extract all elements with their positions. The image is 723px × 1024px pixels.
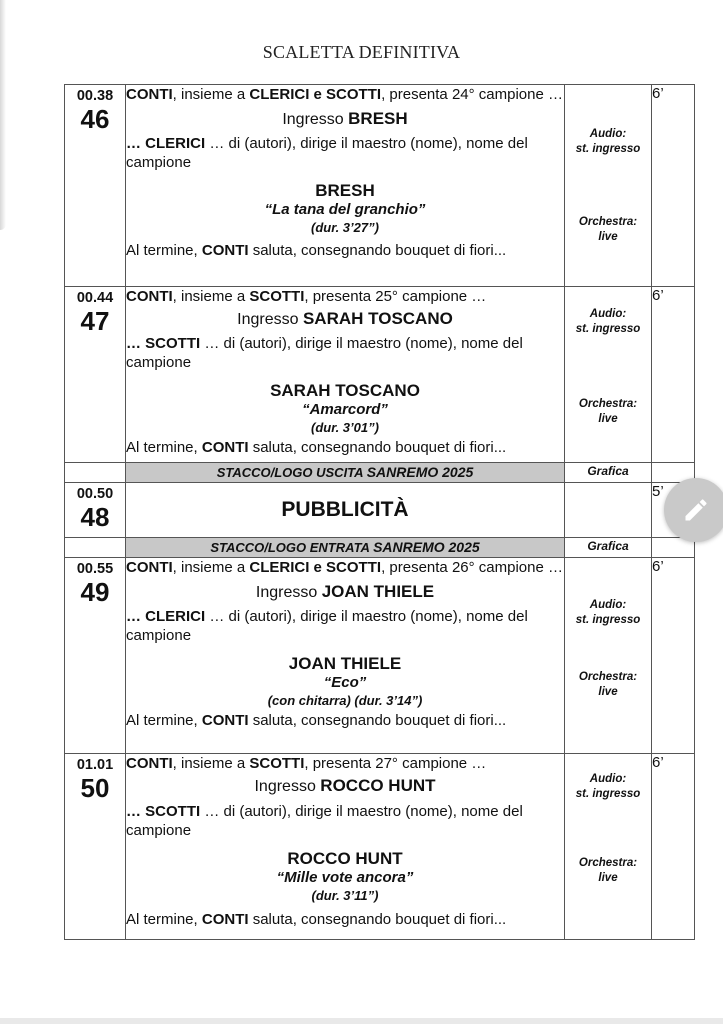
page-edge-shadow — [0, 0, 6, 230]
segment-content — [126, 85, 565, 287]
song-title: “Eco” — [323, 673, 367, 691]
time-cell — [65, 483, 126, 538]
tech-cell — [565, 558, 652, 754]
intro-line: CONTI, insieme a SCOTTI, presenta 27° campione … — [126, 755, 487, 772]
song-duration: (dur. 3’11”) — [311, 887, 379, 903]
segment-number: 46 — [80, 104, 110, 134]
stacco-row — [65, 463, 695, 483]
grafica-note: Grafica — [565, 538, 652, 558]
dirige-line: … SCOTTI … di (autori), dirige il maestro (nome), nome del campione — [126, 802, 523, 839]
time-label: 00.50 — [76, 486, 114, 502]
intro-line: CONTI, insieme a CLERICI e SCOTTI, presenta 26° campione … — [126, 559, 563, 576]
stacco-row — [65, 538, 695, 558]
segment-number: 47 — [80, 306, 110, 336]
pencil-icon — [682, 496, 710, 524]
orchestra-note: Orchestra: live — [578, 857, 638, 884]
schedule-row — [65, 85, 695, 287]
time-label: 00.38 — [76, 88, 114, 104]
ingresso-line: Ingresso SARAH TOSCANO — [237, 308, 453, 328]
orchestra-note: Orchestra: live — [578, 398, 638, 425]
document-title: SCALETTA DEFINITIVA — [262, 42, 461, 62]
segment-content — [126, 558, 565, 754]
pubblicita-row — [65, 483, 695, 538]
song-duration: (dur. 3’27”) — [311, 219, 379, 235]
outro-line: Al termine, CONTI saluta, consegnando bouquet di fiori... — [126, 711, 507, 729]
segment-content — [126, 754, 565, 940]
orchestra-note: Orchestra: live — [578, 216, 638, 243]
audio-note: Audio: st. ingresso — [575, 128, 641, 155]
duration-cell: 5’ — [652, 483, 695, 538]
duration-cell: 6’ — [652, 287, 695, 463]
ingresso-line: Ingresso JOAN THIELE — [255, 581, 435, 601]
intro-line: CONTI, insieme a CLERICI e SCOTTI, presenta 24° campione … — [126, 86, 563, 103]
tech-cell — [565, 287, 652, 463]
ingresso-line: Ingresso ROCCO HUNT — [254, 775, 436, 795]
tech-cell — [565, 754, 652, 940]
artist-name: SARAH TOSCANO — [270, 380, 420, 400]
grafica-note: Grafica — [565, 463, 652, 483]
dirige-line: … CLERICI … di (autori), dirige il maestro (nome), nome del campione — [126, 607, 528, 644]
outro-line: Al termine, CONTI saluta, consegnando bouquet di fiori... — [126, 241, 507, 259]
artist-name: ROCCO HUNT — [287, 848, 403, 868]
stacco-uscita-label: STACCO/LOGO USCITA SANREMO 2025 — [126, 463, 565, 483]
artist-name: JOAN THIELE — [288, 653, 402, 673]
schedule-table — [64, 84, 695, 940]
bottom-bar — [0, 1018, 723, 1024]
intro-line: CONTI, insieme a SCOTTI, presenta 25° campione … — [126, 288, 487, 305]
audio-note: Audio: st. ingresso — [575, 773, 641, 800]
duration-cell: 6’ — [652, 754, 695, 940]
pubblicita-label: PUBBLICITÀ — [126, 483, 565, 538]
tech-cell — [565, 85, 652, 287]
schedule-row — [65, 754, 695, 940]
dirige-line: … SCOTTI … di (autori), dirige il maestro (nome), nome del campione — [126, 334, 523, 371]
segment-content — [126, 287, 565, 463]
stacco-entrata-label: STACCO/LOGO ENTRATA SANREMO 2025 — [126, 538, 565, 558]
schedule-row — [65, 558, 695, 754]
time-label: 00.44 — [76, 290, 114, 306]
song-title: “Mille vote ancora” — [276, 868, 414, 886]
orchestra-note: Orchestra: live — [578, 671, 638, 698]
segment-number: 48 — [80, 502, 110, 532]
audio-note: Audio: st. ingresso — [575, 599, 641, 626]
schedule-row — [65, 287, 695, 463]
song-title: “La tana del granchio” — [264, 200, 426, 218]
audio-note: Audio: st. ingresso — [575, 308, 641, 335]
artist-name: BRESH — [315, 180, 375, 200]
time-cell — [65, 85, 126, 287]
time-cell — [65, 754, 126, 940]
edit-button[interactable] — [664, 478, 723, 542]
song-duration: (dur. 3’01”) — [311, 419, 379, 435]
song-title: “Amarcord” — [302, 400, 388, 418]
time-label: 00.55 — [76, 561, 114, 577]
segment-number: 50 — [80, 773, 110, 803]
time-label: 01.01 — [76, 757, 114, 773]
ingresso-line: Ingresso BRESH — [282, 108, 408, 128]
segment-number: 49 — [80, 577, 110, 607]
song-duration: (con chitarra) (dur. 3’14”) — [267, 692, 423, 708]
outro-line: Al termine, CONTI saluta, consegnando bouquet di fiori... — [126, 438, 507, 456]
time-cell — [65, 558, 126, 754]
duration-cell: 6’ — [652, 558, 695, 754]
dirige-line: … CLERICI … di (autori), dirige il maestro (nome), nome del campione — [126, 134, 528, 171]
outro-line: Al termine, CONTI saluta, consegnando bouquet di fiori... — [126, 910, 507, 928]
duration-cell: 6’ — [652, 85, 695, 287]
time-cell — [65, 287, 126, 463]
